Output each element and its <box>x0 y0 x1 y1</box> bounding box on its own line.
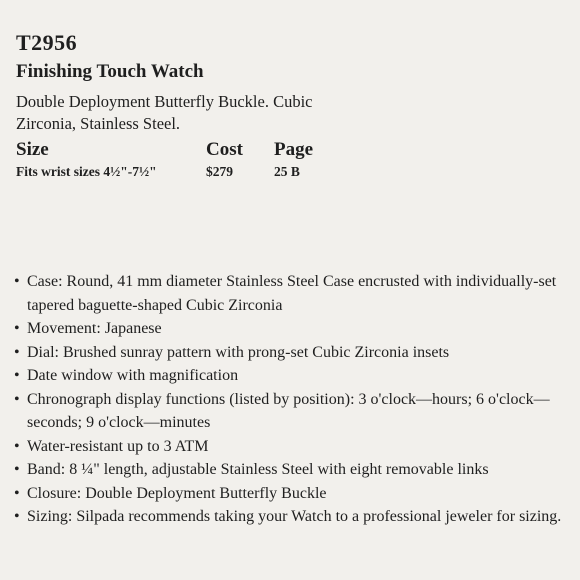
feature-dial <box>14 341 574 365</box>
feature-text: • Movement: Japanese <box>27 320 162 337</box>
feature-text: • Band: 8 ¼" length, adjustable Stainless Steel with eight removable links <box>27 461 489 478</box>
feature-text: • Case: Round, 41 mm diameter Stainless Steel Case encrusted with individually-set tapered baguette-shaped Cubic Zirconia <box>27 273 557 314</box>
feature-case <box>14 270 574 317</box>
cost-value: $279 <box>206 164 233 179</box>
feature-text: • Sizing: Silpada recommends taking your Watch to a professional jeweler for sizing. <box>27 508 562 525</box>
feature-text: • Dial: Brushed sunray pattern with prong-set Cubic Zirconia insets <box>27 343 450 361</box>
product-description: Double Deployment Butterfly Buckle. Cubic Zirconia, Stainless Steel. <box>16 92 313 133</box>
feature-text: • Water-resistant up to 3 ATM <box>27 437 209 455</box>
feature-closure <box>14 482 574 506</box>
page-value: 25 B <box>274 164 300 179</box>
product-sku: T2956 <box>16 30 78 55</box>
feature-movement <box>14 317 574 341</box>
feature-list <box>14 270 574 529</box>
cost-header: Cost <box>206 139 243 160</box>
feature-sizing <box>14 505 574 529</box>
feature-text: • Closure: Double Deployment Butterfly Buckle <box>27 484 327 502</box>
feature-water-resistance <box>14 435 574 459</box>
feature-date-window <box>14 364 574 388</box>
product-name: Finishing Touch Watch <box>16 61 204 82</box>
feature-text: • Chronograph display functions (listed by position): 3 o'clock—hours; 6 o'clock—seconds; 9 o'clock—minutes <box>27 390 550 431</box>
size-header: Size <box>16 139 49 160</box>
page-header: Page <box>274 139 314 160</box>
feature-text: • Date window with magnification <box>27 367 239 384</box>
size-value: Fits wrist sizes 4½"-7½" <box>16 164 157 179</box>
feature-chronograph <box>14 388 574 435</box>
feature-band <box>14 458 574 482</box>
